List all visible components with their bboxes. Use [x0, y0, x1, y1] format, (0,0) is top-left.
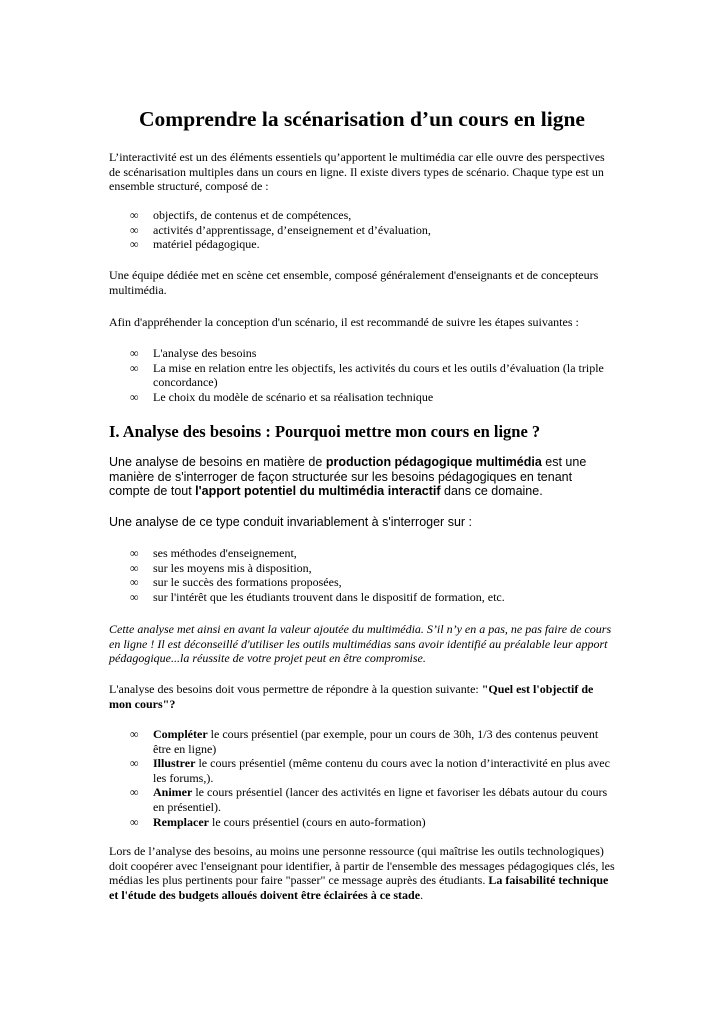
final-paragraph: Lors de l’analyse des besoins, au moins une personne ressource (qui maîtrise les outils technologiques) doit coopérer avec l'enseignant pour identifier, à partir de l'ensemble des messages pédagogiques clés, les médias les plus pertinents pour faire "passer" ce message auprès des étudiants. La faisabilité technique et l'étude des budgets alloués doivent être éclairées à ce stade.	[109, 844, 615, 902]
objective-question-paragraph: L'analyse des besoins doit vous permettre de répondre à la question suivante: "Quel est l'objectif de mon cours"?	[109, 682, 594, 711]
steps-intro-paragraph: Afin d'appréhender la conception d'un scénario, il est recommandé de suivre les étapes suivantes :	[109, 315, 579, 329]
infinity-bullet-icon: ∞	[130, 546, 139, 560]
list-item: ∞ La mise en relation entre les objectifs, les activités du cours et les outils d’évaluation (la triple concordance)	[130, 360, 604, 390]
list-item: ∞ ses méthodes d'enseignement,	[130, 546, 297, 560]
list-item: ∞ objectifs, de contenus et de compétences,	[130, 208, 352, 222]
infinity-bullet-icon: ∞	[130, 814, 139, 829]
list-item: ∞ L'analyse des besoins	[130, 346, 257, 360]
italic-note-paragraph: Cette analyse met ainsi en avant la valeur ajoutée du multimédia. S’il n’y en a pas, ne pas faire de cours en ligne ! Il est déconseillé d'utiliser les outils multimédias sans avoir identifié au préalable leur apport pédagogique...la réussite de votre projet peut en être compromise.	[109, 622, 612, 666]
list-item: ∞ activités d’apprentissage, d’enseignement et d’évaluation,	[130, 222, 431, 237]
list-item: ∞ Remplacer le cours présentiel (cours en auto-formation)	[130, 814, 426, 829]
list-item: ∞ Compléter le cours présentiel (par exemple, pour un cours de 30h, 1/3 des contenus peuvent être en ligne)	[130, 727, 599, 756]
list-item: ∞ matériel pédagogique.	[130, 237, 260, 252]
page-title: Comprendre la scénarisation d’un cours en ligne	[139, 107, 585, 131]
list-item: ∞ sur l'intérêt que les étudiants trouvent dans le dispositif de formation, etc.	[130, 589, 505, 604]
list-item: ∞ Le choix du modèle de scénario et sa réalisation technique	[130, 389, 434, 404]
intro-paragraph: L’interactivité est un des éléments essentiels qu’apportent le multimédia car elle ouvre des perspectives de scénarisation multiples dans un cours en ligne. Il existe divers types de scénario. Chaque type est un ensemble structuré, composé de :	[109, 150, 605, 194]
infinity-bullet-icon: ∞	[130, 589, 139, 604]
infinity-bullet-icon: ∞	[130, 222, 139, 237]
needs-analysis-paragraph: Une analyse de besoins en matière de production pédagogique multimédia est une manière de s'interroger de façon structurée sur les besoins pédagogiques en tenant compte de tout l'apport potentiel du multimédia interactif dans ce domaine.	[109, 455, 587, 498]
objectives-list	[109, 727, 619, 829]
infinity-bullet-icon: ∞	[130, 237, 139, 252]
list-item: ∞ Animer le cours présentiel (lancer des activités en ligne et favoriser les débats autour du cours en présentiel).	[130, 785, 608, 814]
team-paragraph: Une équipe dédiée met en scène cet ensemble, composé généralement d'enseignants et de concepteurs multimédia.	[109, 268, 599, 297]
infinity-bullet-icon: ∞	[130, 756, 139, 771]
infinity-bullet-icon: ∞	[130, 208, 139, 222]
components-list	[109, 208, 619, 252]
list-item: ∞ sur les moyens mis à disposition,	[130, 560, 312, 575]
section-heading: I. Analyse des besoins : Pourquoi mettre mon cours en ligne ?	[109, 422, 541, 441]
infinity-bullet-icon: ∞	[130, 785, 139, 800]
infinity-bullet-icon: ∞	[130, 727, 139, 741]
questions-list	[109, 546, 619, 604]
infinity-bullet-icon: ∞	[130, 560, 139, 575]
infinity-bullet-icon: ∞	[130, 389, 139, 404]
infinity-bullet-icon: ∞	[130, 575, 139, 590]
steps-list	[109, 346, 619, 404]
infinity-bullet-icon: ∞	[130, 360, 139, 375]
list-item: ∞ Illustrer le cours présentiel (même contenu du cours avec la notion d’interactivité en plus avec les forums,).	[130, 756, 610, 785]
questions-intro-paragraph: Une analyse de ce type conduit invariablement à s'interroger sur :	[109, 515, 473, 529]
list-item: ∞ sur le succès des formations proposées,	[130, 575, 342, 590]
infinity-bullet-icon: ∞	[130, 346, 139, 360]
